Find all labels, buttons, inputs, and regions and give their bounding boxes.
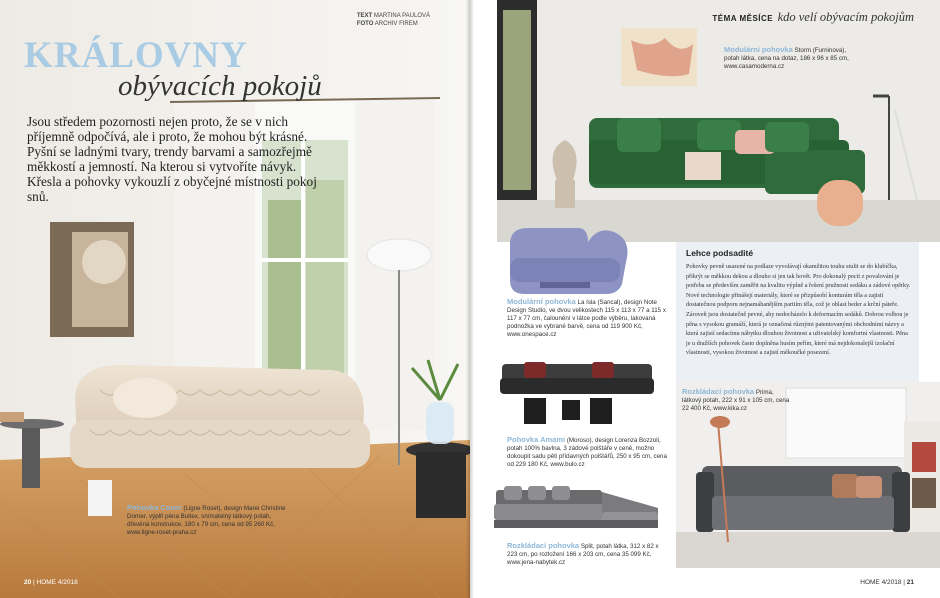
caption-prima	[682, 388, 792, 413]
theme-label: TÉMA MĚSÍCE	[712, 14, 774, 23]
la-isla-sofa-image	[506, 224, 634, 296]
credits-text-value: MARTINA PAULOVÁ	[373, 13, 430, 19]
page-title: KRÁLOVNY	[24, 35, 248, 76]
caption-cover-text: (Ligne Roset), design Marei Christine Dorner, výplň pěna Bultex, snímatelný látkový potah, dřevěná konstrukce, 180 x 79 cm, cena od 95 260 Kč, www.ligne-roset-praha.cz	[127, 505, 286, 536]
green-sofa-photo	[497, 0, 940, 242]
lead-paragraph: Jsou středem pozornosti nejen proto, že se v nich příjemně odpočívá, ale i proto, že mohou být krásné. Pyšní se ladnými tvary, trendy barvami a samozřejmě měkkostí a jemností. Na kterou si vytvoříte návyk. Křesla a pohovky vykouzlí z obyčejné místnosti pokoj snů.	[27, 114, 317, 204]
page-gutter	[466, 0, 474, 598]
folio-left-page: 20	[24, 579, 32, 586]
folio-right-page: 21	[906, 579, 914, 586]
sidebar-title: Lehce podsadité	[686, 248, 754, 258]
right-page	[470, 0, 940, 598]
caption-amami	[507, 436, 667, 469]
folio-right-issue: HOME 4/2018	[860, 579, 902, 586]
caption-prima-text: Prima, látkový potah, 222 x 91 x 105 cm, cena 22 400 Kč, www.kika.cz	[682, 389, 790, 412]
sidebar-text: Pohovky pevně usazené na podlaze vyvolávají okamžitou touhu stulit se do klubíčka, přikrýt se měkkou dekou a dlouho si jen tak hovět. Pro dokonalý pocit z povalování je potřeba se především zaměřit na kvalitu výplně a řešení pružnosti sedáku a zádové opěrky. Nové technologie přinášejí materiály, které se přizpůsobí konturám těla a zajistí dostatečnou podporu nejnamáhanějším partiím těla, což je oblast beder a krční páteře. Zároveň jsou dostatečně pevné, aby nedocházelo k deformacím sedáků. Dobrou volbou je pěna s vysokou gramáží, která je označená různými patentovanými obchodními názvy a která zajistí sedacímu nábytku dlouhou životnost a uživatelský komfortní vlastnosti. Pěna je u dražších pohovek často doplněna husím peřím, které má nejdokonalejší izolační vlastnosti, vysokou životnost a zajistí měkoučké posezení.	[686, 263, 911, 357]
caption-split-text: Split, potah látka, 312 x 82 x 223 cm, po rozložení 166 x 203 cm, cena 35 099 Kč, www.jena-nabytek.cz	[507, 543, 659, 566]
caption-cover	[127, 504, 287, 537]
caption-la-isla-text: La Isla (Sancal), design Note Design Studio, ve dvou velikostech 115 x 113 x 77 a 115 x 117 x 77 cm, čalounění v látce podle výběru, lakovaná podnožka ve vybrané barvě, cena od 119 900 Kč, www.onespace.cz	[507, 299, 666, 338]
folio-left: 20 | HOME 4/2018	[24, 579, 78, 586]
caption-cover-name: Pohovka Cover	[127, 503, 182, 512]
split-sofa-image	[490, 482, 662, 540]
credits	[357, 12, 430, 28]
theme-header	[712, 8, 914, 26]
caption-la-isla-name: Modulární pohovka	[507, 297, 576, 306]
folio-left-issue: HOME 4/2018	[36, 579, 78, 586]
sidebar-box	[676, 242, 919, 390]
credits-text-label: TEXT	[356, 13, 373, 19]
caption-split-name: Rozkládací pohovka	[507, 541, 580, 550]
caption-amami-text: (Moroso), design Lorenza Bozzoli, potah 100% bavlna, 3 zádové polštáře v ceně, možno dokoupit sadu pěti přídavných polštářů, 250 x 95 cm, cena od 229 180 Kč, www.bulo.cz	[507, 437, 667, 468]
caption-storm-name: Modulární pohovka	[724, 45, 793, 54]
credits-photo-value: ARCHIV FIREM	[374, 21, 418, 27]
caption-amami-name: Pohovka Amami	[507, 435, 566, 444]
page-subtitle: obývacích pokojů	[118, 70, 322, 102]
credits-photo-label: FOTO	[356, 21, 374, 27]
caption-prima-name: Rozkládací pohovka	[682, 387, 755, 396]
theme-text: kdo velí obývacím pokojům	[777, 10, 914, 24]
caption-storm	[724, 46, 854, 71]
caption-split	[507, 542, 667, 567]
folio-right: HOME 4/2018 | 21	[860, 579, 914, 586]
caption-la-isla	[507, 298, 667, 339]
amami-sofa-image	[496, 356, 656, 432]
caption-storm-text: Storm (Furninova), potah látka, cena na dotaz, 186 x 96 x 85 cm, www.casamoderna.cz	[724, 47, 849, 70]
